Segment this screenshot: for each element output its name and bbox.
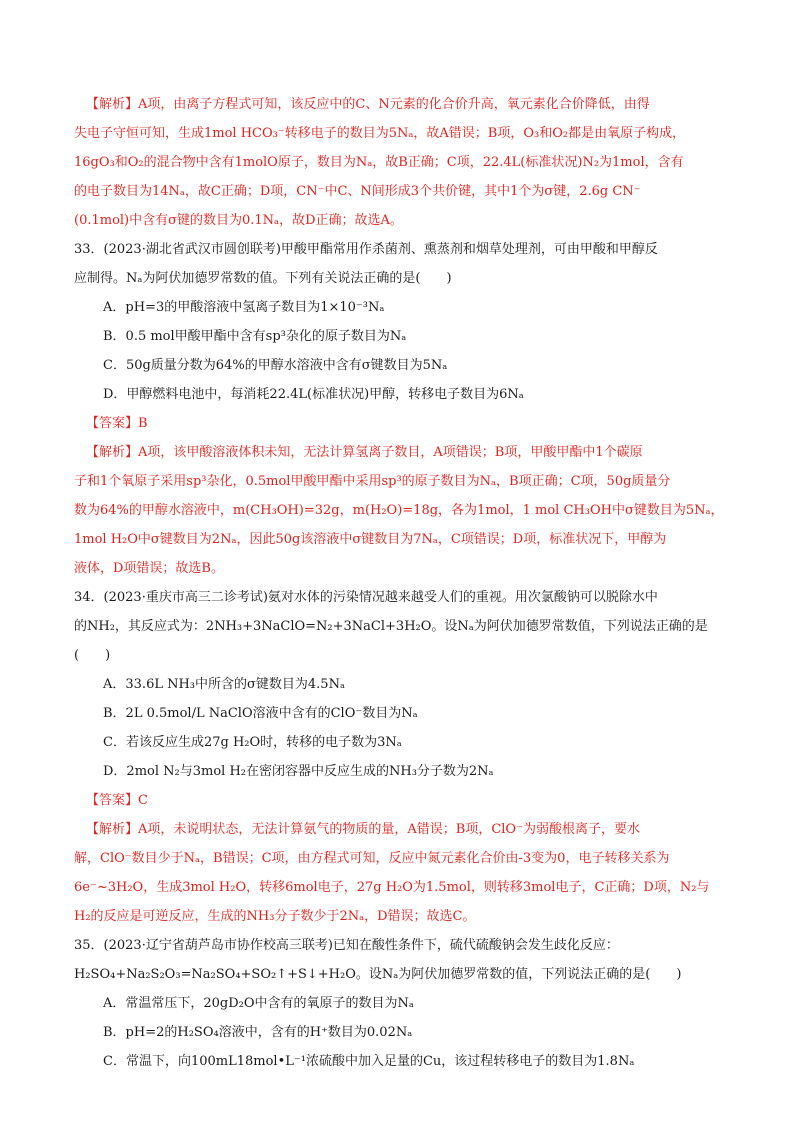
question-35-option-c: C．常温下，向100mL18mol•L⁻¹浓硫酸中加入足量的Cu，该过程转移电子的数目为1.8Nₐ <box>103 1054 635 1069</box>
question-33-analysis: 液体，D项错误；故选B。 <box>74 561 224 576</box>
question-33-option-c: C．50g质量分数为64%的甲醇水溶液中含有σ键数目为5Nₐ <box>103 358 448 373</box>
question-35-stem: 35．(2023·辽宁省葫芦岛市协作校高三联考)已知在酸性条件下，硫代硫酸钠会发生歧化反应： <box>74 938 619 953</box>
question-33-option-a: A．pH=3的甲酸溶液中氢离子数目为1×10⁻³Nₐ <box>103 300 385 315</box>
question-34-option-c: C．若该反应生成27g H₂O时，转移的电子数为3Nₐ <box>103 735 402 750</box>
question-33-answer: 【答案】B <box>86 416 148 431</box>
question-33-stem: 应制得。Nₐ为阿伏加德罗常数的值。下列有关说法正确的是( ) <box>74 271 452 286</box>
question-34-stem: ( ) <box>74 648 111 663</box>
question-35-stem: H₂SO₄+Na₂S₂O₃=Na₂SO₄+SO₂↑+S↓+H₂O。设Nₐ为阿伏加德罗常数的值，下列说法正确的是( ) <box>74 967 682 982</box>
question-34-analysis: 【解析】A项，未说明状态，无法计算氨气的物质的量，A错误；B项，ClO⁻为弱酸根离子，要水 <box>86 822 640 837</box>
question-33-option-b: B．0.5 mol甲酸甲酯中含有sp³杂化的原子数目为Nₐ <box>103 329 407 344</box>
question-34-analysis: H₂的反应是可逆反应，生成的NH₃分子数少于2Nₐ，D错误；故选C。 <box>74 909 476 924</box>
question-34-option-b: B．2L 0.5mol/L NaClO溶液中含有的ClO⁻数目为Nₐ <box>103 706 418 721</box>
analysis-line: 16gO₃和O₂的混合物中含有1molO原子，数目为Nₐ，故B正确；C项，22.4L(标准状况)N₂为1mol，含有 <box>74 155 684 170</box>
analysis-line: (0.1mol)中含有σ键的数目为0.1Nₐ，故D正确；故选A。 <box>74 213 403 228</box>
analysis-line: 【解析】A项，由离子方程式可知，该反应中的C、N元素的化合价升高，氧元素化合价降低，由得 <box>86 97 650 112</box>
question-34-analysis: 解，ClO⁻数目少于Nₐ，B错误；C项，由方程式可知，反应中氮元素化合价由-3变为0，电子转移关系为 <box>74 851 670 866</box>
question-34-stem: 的NH₂，其反应式为：2NH₃+3NaClO=N₂+3NaCl+3H₂O。设Nₐ为阿伏加德罗常数值，下列说法正确的是 <box>74 619 708 634</box>
question-34-analysis: 6e⁻~3H₂O，生成3mol H₂O，转移6mol电子，27g H₂O为1.5mol，则转移3mol电子，C正确；D项，N₂与 <box>74 880 710 895</box>
question-33-analysis: 【解析】A项，该甲酸溶液体积未知，无法计算氢离子数目，A项错误；B项，甲酸甲酯中1个碳原 <box>86 445 643 460</box>
question-34-stem: 34．(2023·重庆市高三二诊考试)氨对水体的污染情况越来越受人们的重视。用次氯酸钠可以脱除水中 <box>74 590 658 605</box>
question-34-option-d: D．2mol N₂与3mol H₂在密闭容器中反应生成的NH₃分子数为2Nₐ <box>103 764 494 779</box>
question-35-option-a: A．常温常压下，20gD₂O中含有的氧原子的数目为Nₐ <box>103 996 414 1011</box>
question-35-option-b: B．pH=2的H₂SO₄溶液中，含有的H⁺数目为0.02Nₐ <box>103 1025 413 1040</box>
question-33-analysis: 子和1个氧原子采用sp³杂化，0.5mol甲酸甲酯中采用sp³的原子数目为Nₐ，B项正确；C项，50g质量分 <box>74 474 671 489</box>
analysis-line: 的电子数目为14Nₐ，故C正确；D项，CN⁻中C、N间形成3个共价键，其中1个为σ键，2.6g CN⁻ <box>74 184 641 199</box>
question-33-stem: 33．(2023·湖北省武汉市圆创联考)甲酸甲酯常用作杀菌剂、熏蒸剂和烟草处理剂，可由甲酸和甲醇反 <box>74 242 658 257</box>
question-34-answer: 【答案】C <box>86 793 148 808</box>
question-33-analysis: 1mol H₂O中σ键数目为2Nₐ，因此50g该溶液中σ键数目为7Nₐ，C项错误；D项，标准状况下，甲醇为 <box>74 532 667 547</box>
question-34-option-a: A．33.6L NH₃中所含的σ键数目为4.5Nₐ <box>103 677 345 692</box>
question-33-option-d: D．甲醇燃料电池中，每消耗22.4L(标准状况)甲醇，转移电子数目为6Nₐ <box>103 387 524 402</box>
analysis-line: 失电子守恒可知，生成1mol HCO₃⁻转移电子的数目为5Nₐ，故A错误；B项，O₃和O₂都是由氧原子构成， <box>74 126 686 141</box>
question-33-analysis: 数为64%的甲醇水溶液中，m(CH₃OH)=32g，m(H₂O)=18g，各为1mol，1 mol CH₃OH中σ键数目为5Nₐ， <box>74 503 724 518</box>
